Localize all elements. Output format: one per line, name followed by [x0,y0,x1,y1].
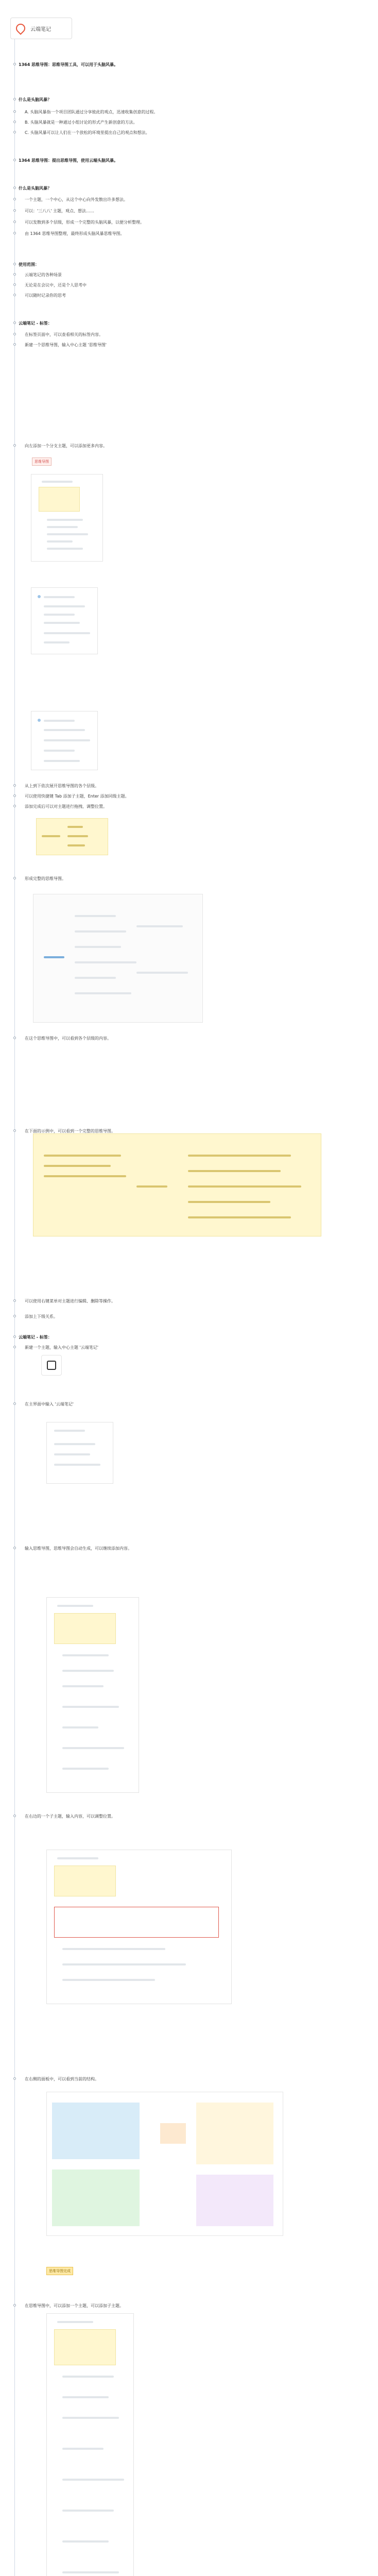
mock-card-7 [46,2313,134,2576]
page-title: 云端笔记 [30,26,51,32]
mock-card-4 [46,1422,113,1484]
node-bullet-27[interactable] [13,1335,16,1338]
outline-node-29[interactable]: 在主界面中输入 '云端笔记' [25,1402,74,1406]
node-bullet-10[interactable] [13,232,16,234]
outline-node-16[interactable]: 在标签页面中，可以查看相关的标签内容。 [25,332,103,337]
node-bullet-24[interactable] [13,1129,16,1132]
outline-node-10[interactable]: 由 1364 思维导图整理，最终形成头脑风暴思维导图。 [25,231,125,236]
outline-node-30[interactable]: 输入思维导图，思维导图会自动生成，可以继续添加内容。 [25,1546,132,1551]
mock-card-2 [31,587,98,654]
outline-node-11[interactable]: 使用范围： [19,262,39,267]
node-bullet-15[interactable] [13,321,16,324]
node-bullet-32[interactable] [13,2077,16,2080]
tag-mindmap[interactable]: 思维导图 [32,457,51,466]
mock-yellow-map [33,1133,321,1236]
outline-node-18[interactable]: 向左添加一个分支主题，可以添加更多内容。 [25,444,107,448]
node-bullet-20[interactable] [13,794,16,797]
outline-node-33[interactable]: 在思维导图中，可以添加一个主题，可以添加子主题。 [25,2303,124,2308]
mock-card-5 [46,1597,139,1793]
node-bullet-0[interactable] [13,63,16,65]
outline-node-1[interactable]: 什么是头脑风暴？ [19,97,51,102]
outline-node-25[interactable]: 可以使用右键菜单对主题进行编辑、删除等操作。 [25,1299,115,1303]
node-bullet-31[interactable] [13,1815,16,1817]
outline-node-24[interactable]: 在下面的示例中，可以看到一个完整的思维导图。 [25,1129,115,1133]
node-bullet-2[interactable] [13,110,16,113]
node-bullet-13[interactable] [13,283,16,286]
title-card[interactable] [10,18,72,39]
node-bullet-9[interactable] [13,221,16,223]
outline-node-20[interactable]: 可以使用快捷键 Tab 添加子主题，Enter 添加同级主题。 [25,794,129,799]
outline-node-28[interactable]: 新建一个主题，输入中心主题 '云端笔记' [25,1345,98,1350]
node-bullet-1[interactable] [13,98,16,100]
node-bullet-23[interactable] [13,1037,16,1039]
node-bullet-8[interactable] [13,209,16,212]
node-bullet-12[interactable] [13,273,16,276]
outline-node-17[interactable]: 新建一个思维导图，输入中心主题 '思维导图' [25,343,107,347]
mock-mindmap-1 [33,894,203,1023]
outline-node-9[interactable]: 可以发散到多个层级，形成一个完整的头脑风暴，以便分析整理。 [25,220,144,225]
footer-tag[interactable]: 思维导图完成 [46,2267,73,2275]
outline-node-32[interactable]: 在右侧的面板中，可以看到当前的结构。 [25,2077,99,2081]
outline-node-23[interactable]: 在这个思维导图中，可以看到各个层级的内容。 [25,1036,111,1041]
node-bullet-25[interactable] [13,1299,16,1302]
outline-node-5[interactable]: 1364 思维导图：提出思维导图，使用云端头脑风暴。 [19,158,118,163]
outline-node-31[interactable]: 在右边的一个子主题，输入内容，可以调整位置。 [25,1814,115,1819]
outline-node-8[interactable]: 可以：'三八八' 主题，观点、想法…… [25,209,94,213]
app-icon[interactable] [41,1355,62,1376]
node-bullet-17[interactable] [13,343,16,346]
mock-card-1 [31,474,103,562]
outline-node-7[interactable]: 一个主题，一个中心，从这个中心向外发散出许多想法。 [25,197,128,202]
mock-yellow-1 [36,818,108,855]
node-bullet-11[interactable] [13,263,16,265]
outline-node-26[interactable]: 添加上下级关系。 [25,1314,58,1319]
node-bullet-19[interactable] [13,784,16,787]
outline-node-3[interactable]: B. 头脑风暴就是一种通过小组讨论的形式产生新创意的方法。 [25,120,138,125]
outline-node-12[interactable]: 云端笔记的各种场景 [25,273,62,277]
outline-node-15[interactable]: 云端笔记 - 标签： [19,321,52,326]
node-bullet-26[interactable] [13,1315,16,1317]
node-bullet-30[interactable] [13,1547,16,1549]
outline-node-27[interactable]: 云端笔记 - 标签： [19,1335,52,1340]
mock-card-3 [31,711,98,770]
mock-card-6 [46,1850,232,2004]
node-bullet-7[interactable] [13,198,16,200]
outline-node-6[interactable]: 什么是头脑风暴？ [19,186,51,191]
node-bullet-18[interactable] [13,444,16,447]
mock-colored-map [46,2092,283,2236]
outline-node-2[interactable]: A. 头脑风暴指一个项目团队通过分享彼此的观点，迅速收集创意的过程。 [25,110,158,114]
node-bullet-21[interactable] [13,805,16,807]
outline-node-4[interactable]: C. 头脑风暴可以让人们在一个放松的环境里提出自己的观点和想法。 [25,130,150,135]
node-bullet-28[interactable] [13,1346,16,1348]
node-bullet-3[interactable] [13,121,16,123]
outline-node-0[interactable]: 1364 思维导图：思维导图工具，可以用于头脑风暴。 [19,62,118,67]
node-bullet-22[interactable] [13,877,16,879]
node-bullet-6[interactable] [13,187,16,189]
node-bullet-33[interactable] [13,2304,16,2307]
node-bullet-4[interactable] [13,131,16,133]
node-bullet-5[interactable] [13,159,16,161]
outline-node-14[interactable]: 可以随时记录你的思考 [25,293,66,298]
node-bullet-16[interactable] [13,333,16,335]
outline-node-13[interactable]: 无论是在会议中，还是个人思考中 [25,283,87,287]
outline-node-19[interactable]: 从上到下依次展开思维导图的各个层级。 [25,784,99,788]
outline-node-22[interactable]: 形成完整的思维导图。 [25,876,66,881]
node-bullet-29[interactable] [13,1402,16,1405]
node-bullet-14[interactable] [13,294,16,296]
location-pin-icon [14,22,27,35]
outline-node-21[interactable]: 添加完成后可以对主题进行拖拽、调整位置。 [25,804,107,809]
tree-connector [14,39,15,2576]
